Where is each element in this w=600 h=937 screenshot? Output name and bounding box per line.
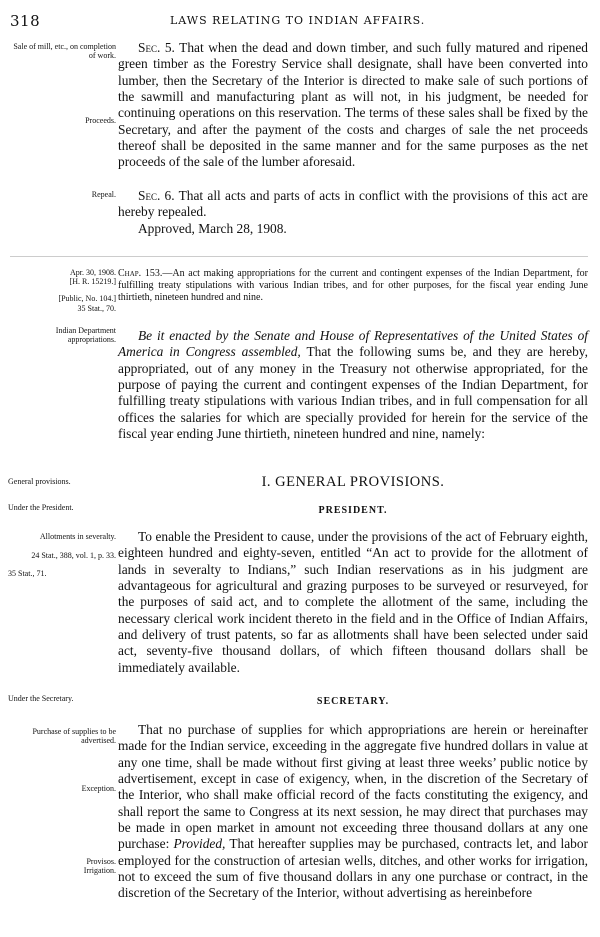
president-paragraph: To enable the President to cause, under the provisions of the act of February eighth, eighteen hundred and eighty-seven, entitled “An act to provide for the allotment of lands in severalty to Indians,” such Indian reservations as in his judgment are advantageous for agricultural and grazing purposes to be surveyed or resurveyed, for the purposes of said act, and to complete the allotment of the same, including the necessary clerical work incident thereto in the field and in the Office of Indian Affairs, and delivery of trust patents, so far as allotments shall have been selected under said act, seventy-five thousand dollars, of which fifteen thousand dollars shall be immediately available. — [118, 529, 588, 675]
margin-note-exception: Exception. — [81, 784, 116, 793]
section-5-text: That when the dead and down timber, and such fully matured and ripened green timber as the Forestry Service shall designate, shall have been converted into lumber, then the Secretary of the Interior is directed to make sale of such portions of the sawmill and manufacturing plant as will not, in his judgment, be needed for continuing operations on this reservation. The terms of these sales shall be fixed by the Secretary, and after the payment of the costs and charges of sale the net proceeds thereof shall be deposited in the same manner and for the same purposes as the net proceeds of the sale of the lumber aforesaid. — [118, 40, 588, 170]
section-divider — [10, 256, 588, 257]
margin-note-stat-388: 24 Stat., 388, vol. 1, p. 33. — [31, 551, 116, 560]
enacting-clause — [118, 328, 588, 442]
section-6-paragraph — [118, 188, 588, 221]
secretary-text-part1: That no purchase of supplies for which appropriations are herein or hereinafter made for the Indian service, exceeding in the aggregate five hundred dollars in value at any one time, shall be made without first giving at least three weeks’ public notice by advertisement, except in case of exigency, when, in the discretion of the Secretary of the Interior, who shall make official record of the facts constituting the exigency, and shall report the same to Congress at its next session, he may direct that purchases may be made in open market in amount not exceeding three thousand dollars at any one purchase: — [118, 722, 588, 852]
margin-note-indian-dept: Indian Department appropriations. — [55, 326, 116, 344]
enacting-italic: Be it enacted by the Senate and House of Representatives of the United States of America in Congress assembled, — [118, 328, 588, 360]
section-5-paragraph — [118, 40, 588, 171]
margin-note-under-president: Under the President. — [8, 503, 74, 512]
margin-note-stat-ref: 35 Stat., 70. — [77, 304, 116, 313]
heading-president: PRESIDENT. — [318, 505, 388, 516]
running-title: LAWS RELATING TO INDIAN AFFAIRS. — [170, 14, 426, 27]
margin-note-irrigation: Irrigation. — [83, 866, 116, 875]
approved-line: Approved, March 28, 1908. — [138, 221, 287, 236]
section-5-label: Sec. 5. — [138, 40, 175, 55]
heading-secretary: SECRETARY. — [316, 696, 390, 707]
section-6-label: Sec. 6. — [138, 188, 175, 203]
margin-note-bill: [H. R. 15219.] — [69, 277, 116, 286]
margin-note-under-secretary: Under the Secretary. — [8, 694, 74, 703]
secretary-paragraph — [118, 722, 588, 902]
margin-note-sale-of-mill: Sale of mill, etc., on completion of work. — [13, 42, 116, 60]
margin-note-date: Apr. 30, 1908. — [70, 268, 116, 277]
margin-note-proceeds: Proceeds. — [85, 116, 116, 125]
margin-note-repeal: Repeal. — [91, 190, 116, 199]
margin-note-purchase-supplies: Purchase of supplies to be advertised. — [32, 727, 116, 745]
page-number: 318 — [10, 12, 41, 30]
margin-note-public-no: [Public, No. 104.] — [58, 294, 116, 303]
section-6-text: That all acts and parts of acts in conflict with the provisions of this act are hereby repealed. — [118, 188, 589, 220]
margin-note-general-provisions: General provisions. — [8, 477, 71, 486]
margin-note-allotments: Allotments in severalty. — [39, 532, 116, 541]
secretary-provided: Provided, — [173, 836, 226, 852]
chapter-title: —An act making appropriations for the current and contingent expenses of the Indian Department, for fulfilling treaty stipulations with various Indian tribes, and for other purposes, for the fiscal year ending June thirtieth, nineteen hundred and nine. — [118, 268, 588, 303]
chapter-label: Chap. 153. — [118, 268, 163, 279]
enacting-text: That the following sums be, and they are hereby, appropriated, out of any money in the Treasury not otherwise appropriated, for the purpose of paying the current and contingent expenses of the Indian Department, for fulfilling treaty stipulations with various Indian tribes, and in full compensation for all offices the salaries for which are specially provided for herein for the service of the fiscal year ending June thirtieth, nineteen hundred and nine, namely: — [118, 344, 588, 442]
chapter-heading — [118, 268, 588, 304]
margin-note-provisos: Provisos. — [86, 857, 116, 866]
heading-general-provisions: I. GENERAL PROVISIONS. — [261, 474, 445, 490]
secretary-text-part2: That hereafter supplies may be purchased, contracts let, and labor employed for the construction of artesian wells, ditches, and other works for irrigation, not to exceed the sum of five thousand dollars in any one purchase or contract, in the discretion of the Secretary of the Interior, without advertising as hereinbefore — [118, 836, 588, 901]
margin-note-stat-71: 35 Stat., 71. — [8, 569, 47, 578]
